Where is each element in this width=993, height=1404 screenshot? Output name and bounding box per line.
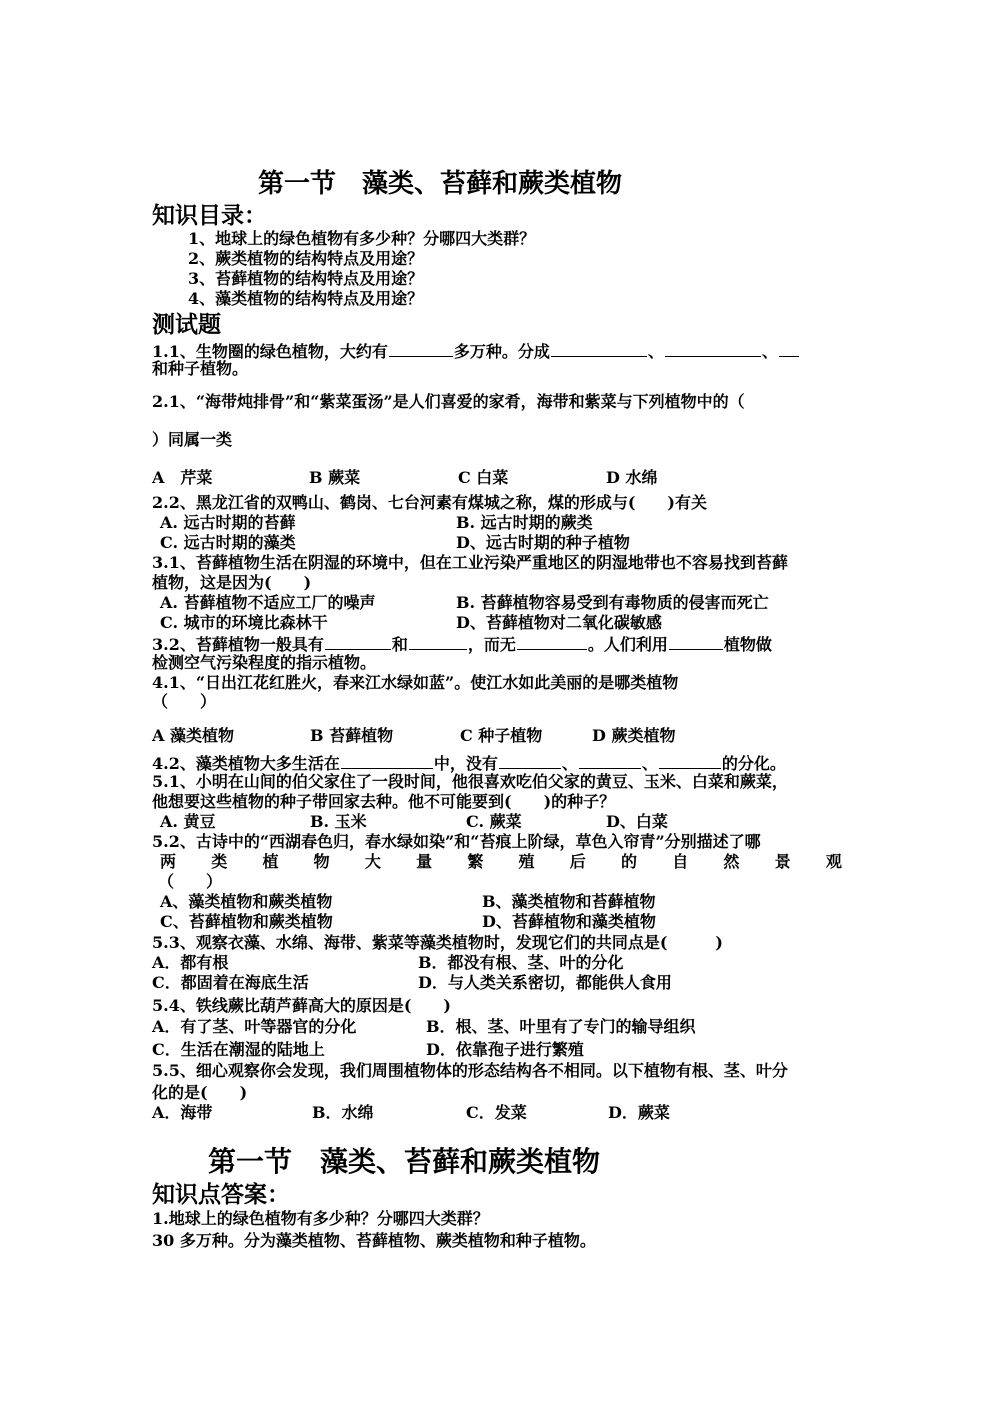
option: C 种子植物 (460, 726, 543, 745)
question-text: 2.1、“海带炖排骨”和“紫菜蛋汤”是人们喜爱的家肴，海带和紫菜与下列植物中的（ (152, 392, 745, 411)
question-text: 3.1、苔藓植物生活在阴湿的环境中，但在工业污染严重地区的阴湿地带也不容易找到苔藓 (152, 553, 788, 572)
question-text: 中，没有 (433, 754, 498, 773)
answer-blank (499, 752, 561, 769)
question-text: 、 (561, 754, 578, 773)
option: C．发菜 (466, 1103, 527, 1122)
option: C 白菜 (458, 468, 509, 487)
option: C. 蕨菜 (466, 812, 522, 831)
question-text: 5.3、观察衣藻、水绵、海带、紫菜等藻类植物时，发现它们的共同点是( ) (152, 933, 723, 952)
question-text: 、 (647, 342, 664, 361)
option: C．生活在潮湿的陆地上 (152, 1040, 325, 1059)
option: D 蕨类植物 (592, 726, 676, 745)
word: 类 (211, 852, 228, 871)
option: A．有了茎、叶等器官的分化 (152, 1017, 357, 1036)
option: C. 城市的环境比森林干 (160, 613, 328, 632)
option: C、苔藓植物和蕨类植物 (160, 912, 333, 931)
option: A. 黄豆 (160, 812, 216, 831)
answer-blank (341, 752, 433, 769)
question-3-2 (152, 633, 840, 655)
option: D、苔藓植物对二氧化碳敏感 (456, 613, 662, 632)
answer-question: 1.地球上的绿色植物有多少种？分哪四大类群？ (152, 1209, 489, 1228)
question-justified-line (160, 852, 842, 872)
question-text: 检测空气污染程度的指示植物。 (152, 653, 377, 672)
answer-text: 30 多万种。分为藻类植物、苔藓植物、蕨类植物和种子植物。 (152, 1231, 596, 1250)
word: 植 (262, 852, 279, 871)
answer-blank (665, 340, 761, 357)
knowledge-item: 3、苔藓植物的结构特点及用途？ (188, 269, 424, 288)
word: 繁 (467, 852, 484, 871)
knowledge-item: 2、蕨类植物的结构特点及用途？ (188, 249, 424, 268)
option: C．都固着在海底生活 (152, 973, 309, 992)
option: D、白菜 (606, 812, 668, 831)
question-text: （ ） (158, 872, 223, 891)
option: A、藻类植物和蕨类植物 (160, 892, 333, 911)
option: A. 远古时期的苔藓 (160, 513, 296, 532)
knowledge-item: 4、藻类植物的结构特点及用途？ (188, 289, 424, 308)
option: D、苔藓植物和藻类植物 (482, 912, 656, 931)
option: B．水绵 (312, 1103, 374, 1122)
word: 殖 (518, 852, 535, 871)
word: 自 (672, 852, 689, 871)
question-1-1 (152, 340, 840, 362)
question-text: 3.2、苔藓植物一般具有 (152, 635, 324, 654)
question-text: 植物做 (723, 635, 772, 654)
knowledge-heading: 知识目录： (152, 202, 267, 229)
question-text: （ ） (152, 692, 217, 711)
knowledge-item: 1、地球上的绿色植物有多少种？分哪四大类群？ (188, 229, 536, 248)
question-text: 2.2、黑龙江省的双鸭山、鹤岗、七台河素有煤城之称，煤的形成与( )有关 (152, 493, 707, 512)
question-text: ，而无 (467, 635, 516, 654)
option: B、藻类植物和苔藓植物 (482, 892, 656, 911)
answer-blank (669, 633, 723, 650)
question-4-2 (152, 752, 840, 774)
option: B 蕨菜 (309, 468, 361, 487)
question-text: 和 (391, 635, 408, 654)
word: 物 (313, 852, 330, 871)
option: A 藻类植物 (152, 726, 234, 745)
word: 景 (774, 852, 791, 871)
option: A．都有根 (152, 953, 229, 972)
option: B. 远古时期的蕨类 (456, 513, 593, 532)
word: 后 (569, 852, 586, 871)
option: D、远古时期的种子植物 (456, 533, 630, 552)
option: A 芹菜 (152, 468, 213, 487)
answer-blank (779, 340, 799, 357)
answer-heading: 知识点答案： (152, 1181, 290, 1208)
word: 量 (416, 852, 433, 871)
word: 两 (160, 852, 177, 871)
answer-blank (659, 752, 721, 769)
answer-blank (409, 633, 467, 650)
option: B．都没有根、茎、叶的分化 (418, 953, 624, 972)
word: 的 (620, 852, 637, 871)
question-text: 5.5、细心观察你会发现，我们周围植物体的形态结构各不相同。以下植物有根、茎、叶分 (152, 1061, 788, 1080)
question-text: 化的是( ) (152, 1083, 248, 1102)
answer-blank (325, 633, 391, 650)
option: A．海带 (152, 1103, 213, 1122)
option: D 水绵 (606, 468, 658, 487)
page-title: 第一节 藻类、苔藓和蕨类植物 (258, 169, 623, 199)
question-text: 4.2、藻类植物大多生活在 (152, 754, 340, 773)
option: B. 玉米 (310, 812, 367, 831)
answer-section-title: 第一节 藻类、苔藓和蕨类植物 (208, 1145, 601, 1178)
question-text: 5.1、小明在山间的伯父家住了一段时间，他很喜欢吃伯父家的黄豆、玉米、白菜和蕨菜， (152, 772, 788, 791)
option: C. 远古时期的藻类 (160, 533, 296, 552)
option: D．与人类关系密切，都能供人食用 (418, 973, 672, 992)
question-text: 。人们利用 (587, 635, 668, 654)
question-text: 5.4、铁线蕨比葫芦藓高大的原因是( ) (152, 996, 451, 1015)
test-heading: 测试题 (152, 311, 221, 338)
word: 然 (723, 852, 740, 871)
option: B 苔藓植物 (310, 726, 394, 745)
question-text: ）同属一类 (152, 430, 233, 449)
option: B．根、茎、叶里有了专门的输导组织 (426, 1017, 696, 1036)
question-text: 、 (641, 754, 658, 773)
question-text: 和种子植物。 (152, 359, 249, 378)
word: 观 (825, 852, 842, 871)
option: D．蕨菜 (608, 1103, 670, 1122)
answer-blank (579, 752, 641, 769)
option: B. 苔藓植物容易受到有毒物质的侵害而死亡 (456, 593, 769, 612)
question-text: 他想要这些植物的种子带回家去种。他不可能要到( )的种子？ (152, 792, 616, 811)
answer-blank (551, 340, 647, 357)
option: D．依靠孢子进行繁殖 (426, 1040, 584, 1059)
question-text: 4.1、“日出江花红胜火，春来江水绿如蓝”。使江水如此美丽的是哪类植物 (152, 673, 679, 692)
answer-blank (517, 633, 587, 650)
answer-blank (389, 340, 453, 357)
question-text: 、 (761, 342, 778, 361)
question-text: 植物，这是因为( ) (152, 573, 312, 592)
question-text: 5.2、古诗中的“西湖春色归，春水绿如染”和“苔痕上阶绿，草色入帘青”分别描述了哪 (152, 832, 761, 851)
question-text: 多万种。分成 (453, 342, 550, 361)
question-text: 的分化。 (721, 754, 786, 773)
question-text: 1.1、生物圈的绿色植物，大约有 (152, 342, 388, 361)
option: A. 苔藓植物不适应工厂的噪声 (160, 593, 376, 612)
word: 大 (364, 852, 381, 871)
